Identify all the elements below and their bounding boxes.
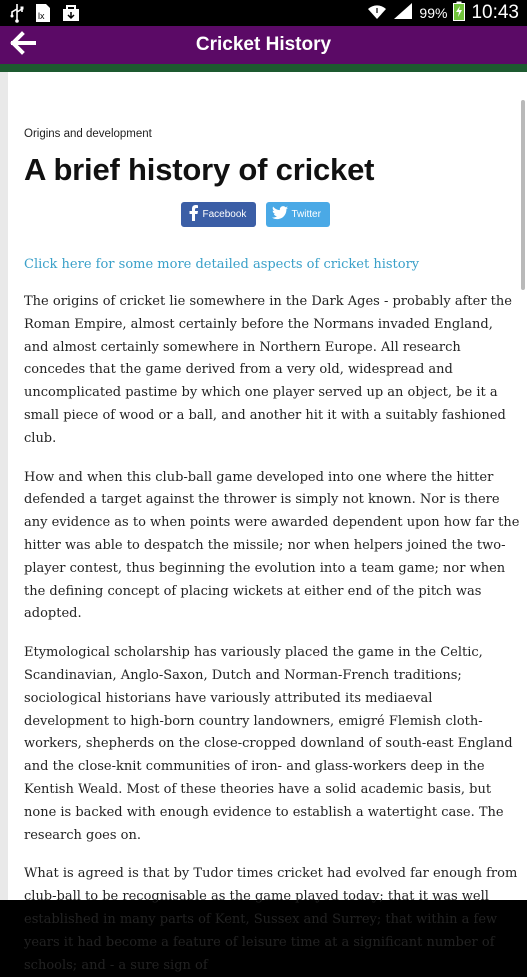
status-bar (0, 0, 527, 26)
back-button[interactable] (6, 30, 40, 60)
wifi-icon (367, 2, 387, 25)
twitter-label: Twitter (291, 209, 321, 220)
battery-icon (453, 1, 465, 26)
app-bar-stripe (0, 64, 527, 72)
svg-text:lx: lx (38, 11, 45, 21)
paragraph-1: The origins of cricket lie somewhere in the Dark Ages - probably after the Roman Empire, almost certainly before the Normans invaded England, and almost certainly somewhere in Northern Europe. All research concedes that the game derived from a very old, widespread and uncomplicated pastime by which one player served up an object, be it a small piece of wood or a ball, and another hit it with a suitably fashioned club. (24, 294, 512, 446)
facebook-share-button[interactable] (181, 202, 256, 227)
app-bar (0, 26, 527, 64)
app-title: Cricket History (195, 34, 332, 55)
facebook-icon (187, 205, 199, 224)
paragraph-2: How and when this club-ball game developed into one where the hitter defended a target against the thrower is simply not known. Nor is there any evidence as to when points were awarded dependent upon how far the hitter was able to despatch the missile; nor when helpers joined the two-player contest, thus beginning the evolution into a team game; nor when the defining concept of placing wickets at either end of the pitch was adopted. (24, 469, 520, 622)
twitter-share-button[interactable] (266, 202, 330, 227)
more-history-link[interactable]: Click here for some more detailed aspects of cricket history (24, 257, 420, 272)
facebook-label: Facebook (202, 209, 247, 220)
page-title: A brief history of cricket (24, 152, 375, 187)
article-webview[interactable] (0, 72, 527, 973)
scrollbar[interactable] (521, 100, 525, 290)
usb-icon (10, 3, 24, 28)
battery-percent: 99% (419, 5, 448, 21)
section-label: Origins and development (24, 128, 152, 140)
sim-icon (34, 3, 52, 28)
paragraph-3: Etymological scholarship has variously placed the game in the Celtic, Scandinavian, Anglo-Saxon, Dutch and Norman-French traditions; sociological historians have variously attributed its mediaeval development to high-born country landowners, emigré Flemish cloth-workers, shepherds on the close-cropped downland of south-east England and the close-knit communities of iron- and glass-workers deep in the Kentish Weald. Most of these theories have a solid academic basis, but none is backed with enough evidence to establish a watertight case. The research goes on. (24, 645, 513, 843)
signal-icon (393, 2, 413, 25)
bag-icon (62, 4, 80, 27)
share-row (24, 202, 520, 227)
paragraph-4: What is agreed is that by Tudor times cricket had evolved far enough from club-ball to be recognisable as the game played today; that it was well established in many parts of Kent, Sussex and Surrey; that within a few years it had become a feature of leisure time at a significant number of schools; and - a sure sign of (24, 866, 518, 973)
twitter-icon (272, 206, 288, 223)
clock: 10:43 (471, 2, 519, 23)
article (24, 128, 520, 977)
back-arrow-icon (10, 32, 36, 59)
left-edge (0, 72, 8, 900)
